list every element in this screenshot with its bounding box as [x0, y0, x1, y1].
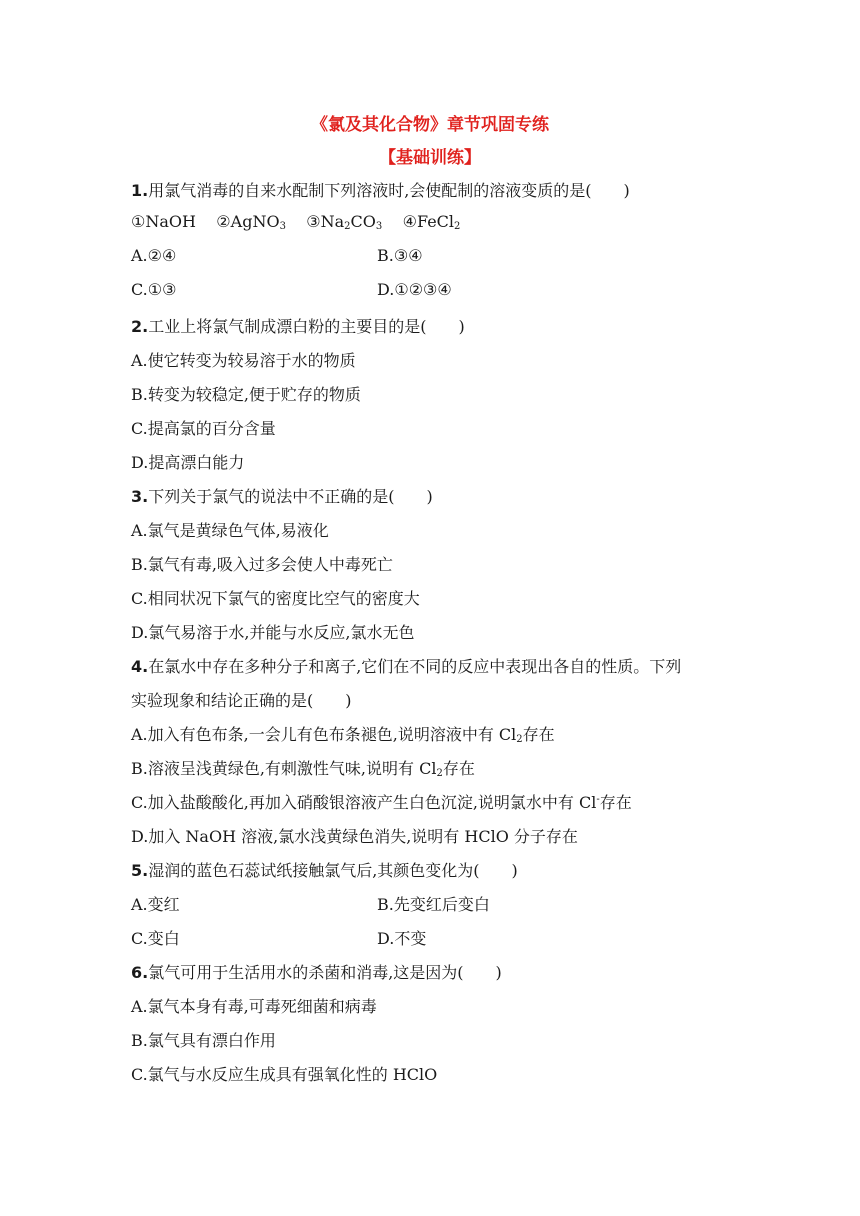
option-d: D.①②③④ [377, 280, 452, 299]
option-c: C.变白 [131, 929, 180, 948]
question-6-option-b: B.氯气具有漂白作用 [131, 1031, 276, 1050]
question-number: 6. [131, 963, 149, 982]
question-text: 湿润的蓝色石蕊试纸接触氯气后,其颜色变化为( ) [148, 861, 518, 880]
option-b: B.先变红后变白 [377, 895, 490, 914]
question-number: 2. [131, 317, 149, 336]
item-1: ①NaOH [131, 212, 196, 231]
item-3: $③Na_2CO_3$ [306, 212, 383, 232]
option-c: C.①③ [131, 280, 177, 299]
question-3-stem [131, 484, 433, 507]
question-2-option-a: A.使它转变为较易溶于水的物质 [131, 351, 356, 370]
option-d: D.不变 [377, 929, 427, 948]
question-1-stem [131, 178, 630, 201]
section-title: 【基础训练】 [379, 148, 481, 168]
question-1-items [131, 212, 460, 231]
question-1-options-cd [131, 280, 452, 299]
question-3-option-b: B.氯气有毒,吸入过多会使人中毒死亡 [131, 555, 393, 574]
question-5-stem [131, 858, 518, 881]
question-3-option-c: C.相同状况下氯气的密度比空气的密度大 [131, 589, 420, 608]
question-number: 3. [131, 487, 149, 506]
question-number: 5. [131, 861, 149, 880]
question-4-stem-line-1 [131, 654, 681, 677]
question-5-options-cd [131, 926, 427, 949]
question-6-option-a: A.氯气本身有毒,可毒死细菌和病毒 [131, 997, 377, 1016]
question-4-option-b: B.溶液呈浅黄绿色,有刺激性气味,说明有 $Cl_2$存在 [131, 759, 475, 779]
document-title: 《氯及其化合物》章节巩固专练 [311, 115, 549, 135]
option-a: A.变红 [131, 895, 180, 914]
question-2-option-b: B.转变为较稳定,便于贮存的物质 [131, 385, 361, 404]
option-a: A.②④ [131, 246, 177, 265]
question-text: 工业上将氯气制成漂白粉的主要目的是( ) [148, 317, 465, 336]
question-2-option-d: D.提高漂白能力 [131, 453, 245, 472]
question-number: 1. [131, 181, 149, 200]
question-text: 氯气可用于生活用水的杀菌和消毒,这是因为( ) [148, 963, 502, 982]
question-5-options-ab [131, 892, 490, 915]
question-text: 下列关于氯气的说法中不正确的是( ) [148, 487, 433, 506]
question-4-stem-line-2: 实验现象和结论正确的是( ) [131, 691, 352, 710]
question-4-option-a: A.加入有色布条,一会儿有色布条褪色,说明溶液中有 $Cl_2$存在 [131, 725, 555, 745]
question-2-option-c: C.提高氯的百分含量 [131, 419, 276, 438]
question-4-option-d: D.加入 NaOH 溶液,氯水浅黄绿色消失,说明有 HClO 分子存在 [131, 827, 578, 846]
item-2: ②AgNO$_3$ [216, 212, 286, 232]
item-4: ④FeCl$_2$ [402, 212, 461, 232]
question-3-option-a: A.氯气是黄绿色气体,易液化 [131, 521, 329, 540]
question-6-option-c: C.氯气与水反应生成具有强氧化性的 HClO [131, 1065, 438, 1084]
option-b: B.③④ [377, 246, 423, 265]
question-4-option-c: C.加入盐酸酸化,再加入硝酸银溶液产生白色沉淀,说明氯水中有 Cl-存在 [131, 793, 632, 812]
question-6-stem [131, 960, 502, 983]
question-3-option-d: D.氯气易溶于水,并能与水反应,氯水无色 [131, 623, 415, 642]
question-1-options-ab [131, 246, 423, 265]
question-text: 在氯水中存在多种分子和离子,它们在不同的反应中表现出各自的性质。下列 [148, 657, 682, 676]
question-number: 4. [131, 657, 149, 676]
question-text: 用氯气消毒的自来水配制下列溶液时,会使配制的溶液变质的是( ) [148, 181, 630, 200]
question-2-stem [131, 314, 465, 337]
